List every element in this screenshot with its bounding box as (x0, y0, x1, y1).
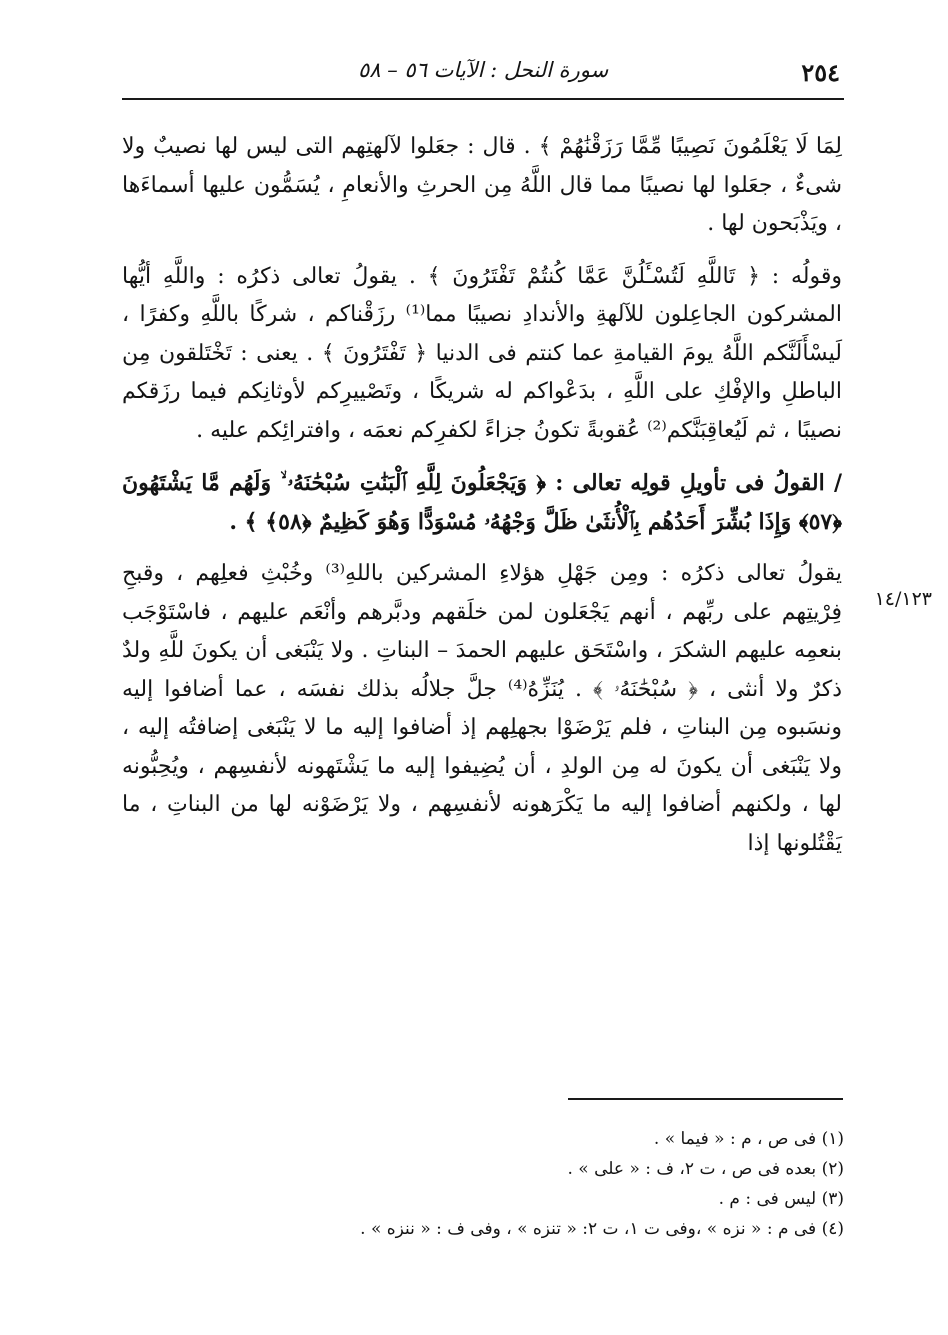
paragraph-3: يقولُ تعالى ذكرُه : ومِن جَهْلِ هؤلاءِ المشركين باللهِ⁽³⁾ وخُبْثِ فعلِهم ، وقبحِ فِرْيتِهم على ربِّهم ، أنهم يَجْعَلون لمن خلَقهم ودبَّرهم وأنْعَم عليهم ، فاسْتَوْجَب بنعمِه عليهم الشكرَ ، واسْتَحَق عليهم الحمدَ – البناتِ . ولا يَنْبَغى أن يكونَ للَّهِ ولدٌ ذكرٌ ولا أنثى ، ﴿ سُبْحَٰنَهُۥ ﴾ . يُنَزِّهُ⁽⁴⁾ جلَّ جلالُه بذلك نفسَه ، عما أضافوا إليه ونسَبوه مِن البناتِ ، فلم يَرْضَوْا بجهلِهم إذ أضافوا إليه ما لا يَنْبَغى إضافتُه إليه ، ولا يَنْبَغى أن يكونَ له مِن الولدِ ، أن يُضِيفوا إليه ما يَشْتَهونه لأنفسِهم ، ويُحِبُّونه لها ، ولكنهم أضافوا إليه ما يَكْرَهونه لأنفسِهم ، ولا يَرْضَوْنه لها من البناتِ ، ما يَقْتُلونها إذا (122, 561, 842, 856)
section-heading: / القولُ فى تأويلِ قولِه تعالى : ﴿ وَيَجْعَلُونَ لِلَّهِ ٱلْبَنَٰتِ سُبْحَٰنَهُۥ ۙ وَلَهُم مَّا يَشْتَهُونَ ﴿٥٧﴾ وَإِذَا بُشِّرَ أَحَدُهُم بِٱلْأُنثَىٰ ظَلَّ وَجْهُهُۥ مُسْوَدًّا وَهُوَ كَظِيمٌ ﴿٥٨﴾ ﴾ . (122, 470, 842, 535)
footnote-4: (٤) فى م : « نزه » ،وفى ت ١، ت ٢: « تنزه » ، وفى ف : « ننزه » . (360, 1219, 844, 1239)
footnote-rule (568, 1098, 843, 1100)
header-rule (122, 98, 844, 100)
main-text (122, 128, 842, 877)
margin-reference: ١٤/١٢٣ (874, 588, 932, 610)
paragraph-2: وقولُه : ﴿ تَاللَّهِ لَتُسْـَٔلُنَّ عَمَّا كُنتُمْ تَفْتَرُونَ ﴾ . يقولُ تعالى ذكرُه : واللَّهِ أيُّها المشركون الجاعِلون للآلهةِ والأندادِ نصيبًا مما⁽¹⁾ رزَقْناكم ، شركًا باللَّهِ وكفرًا ، لَيسْأَلَنَّكم اللَّهُ يومَ القيامةِ عما كنتم فى الدنيا ﴿ تَفْتَرُونَ ﴾ . يعنى : تَخْتَلقون مِن الباطلِ والإفْكِ على اللَّهِ ، بدَعْواكم له شريكًا ، وتَصْييرِكم لأوثانِكم فيما رزَقكم نصيبًا ، ثم لَيُعاقِبَنَّكم⁽²⁾ عُقوبةً تكونُ جزاءً لكفرِكم نعمَه ، وافترائِكم عليه . (122, 263, 842, 443)
footnote-1: (١) فى ص ، م : « فيما » . (653, 1129, 844, 1149)
footnote-2: (٢) بعده فى ص ، ت ٢، ف : « على » . (567, 1159, 844, 1179)
running-title: سورة النحل : الآيات ٥٦ – ٥٨ (358, 58, 609, 82)
footnotes (122, 1124, 844, 1244)
page-number: ٢٥٤ (801, 58, 840, 87)
page-header (122, 52, 844, 92)
paragraph-1: لِمَا لَا يَعْلَمُونَ نَصِيبًا مِّمَّا رَزَقْنَٰهُمْ ﴾ . قال : جعَلوا لآلهتِهم التى ليس لها نصيبٌ ولا شىءٌ ، جعَلوا لها نصيبًا مما قال اللَّهُ مِن الحرثِ والأنعامِ ، يُسَمُّون عليها أسماءَها ، ويَذْبَحون لها . (122, 134, 842, 236)
footnote-3: (٣) ليس فى : م . (718, 1189, 844, 1209)
